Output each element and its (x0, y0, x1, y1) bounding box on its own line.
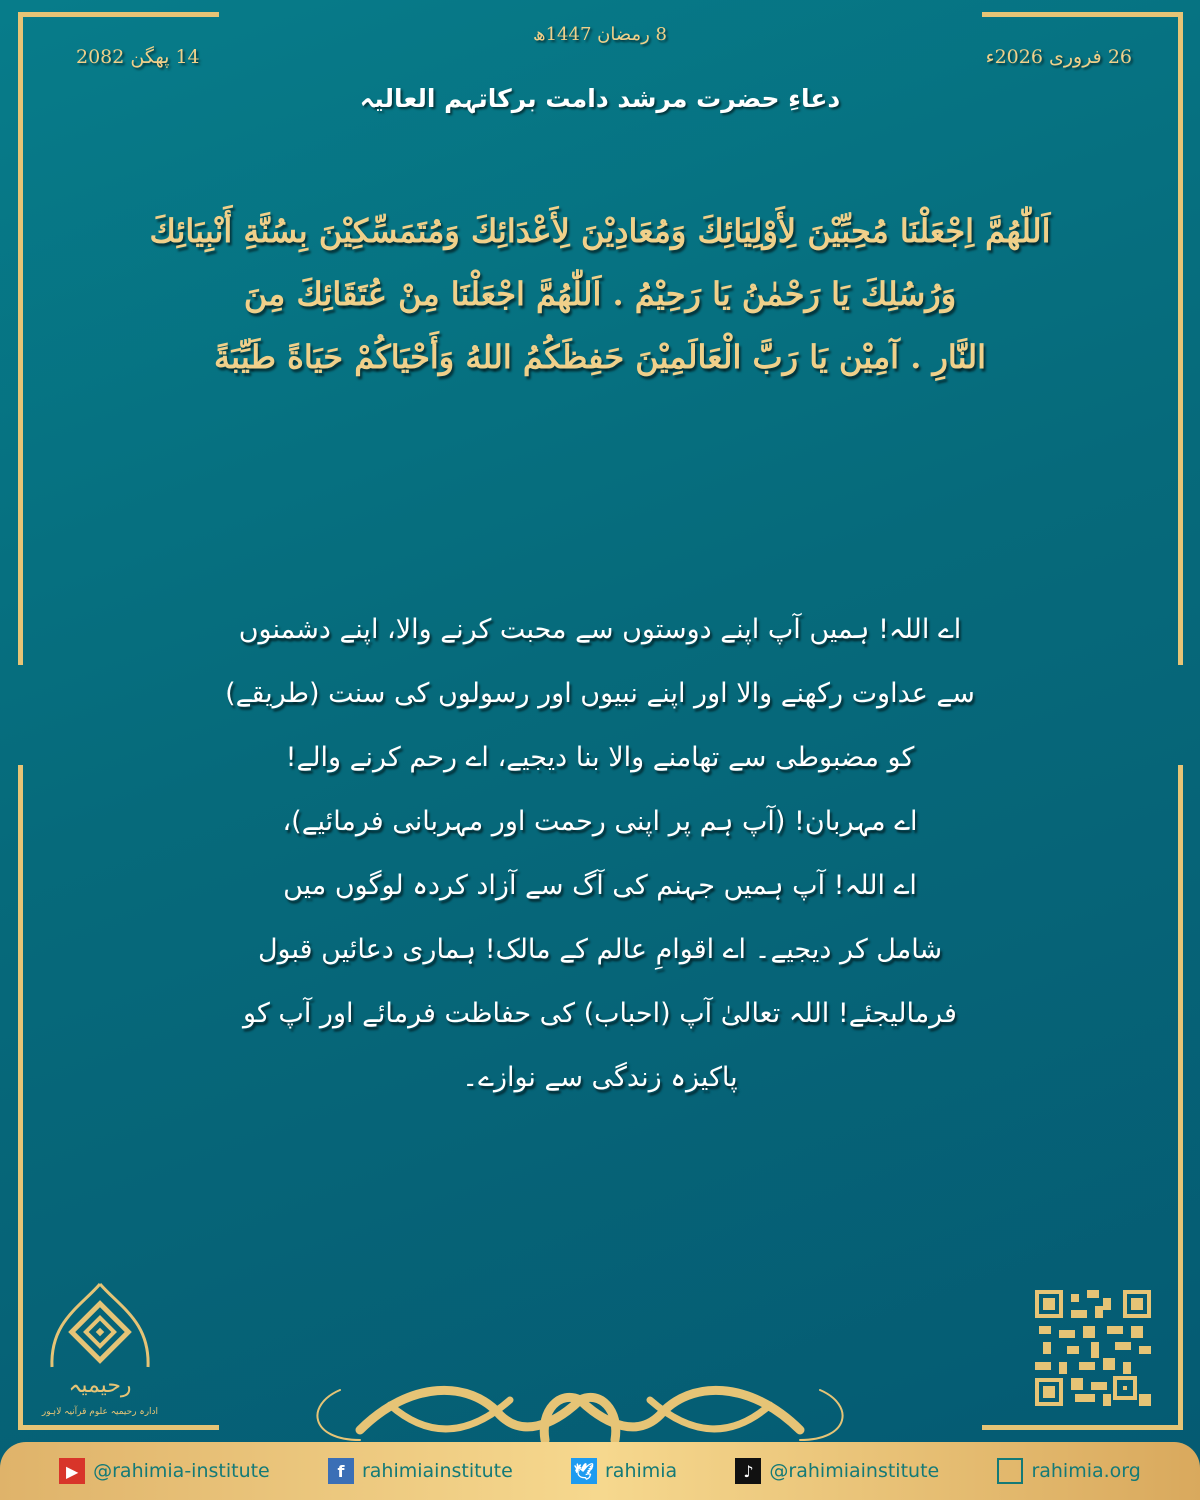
gregorian-date: 26 فروری 2026ء (985, 46, 1132, 68)
tiktok-icon: ♪ (735, 1458, 761, 1484)
urdu-line: سے عداوت رکھنے والا اور اپنے نبیوں اور رسولوں کی سنت (طریقے) (225, 678, 975, 709)
decorative-ornament (300, 1370, 860, 1450)
tiktok-handle: @rahimiainstitute (769, 1460, 940, 1482)
arabic-line: اَللّٰهُمَّ اِجْعَلْنَا مُحِبِّيْنَ لِأَوْلِيَائِكَ وَمُعَادِيْنَ لِأَعْدَائِكَ وَمُتَمَسِّكِيْنَ بِسُنَّةِ أَنْبِيَائِكَ (149, 212, 1051, 250)
bikrami-date: 14 پھگن 2082 (76, 46, 200, 68)
urdu-line: فرمالیجئے! اللہ تعالیٰ آپ (احباب) کی حفاظت فرمائے اور آپ کو (243, 998, 957, 1029)
facebook-link[interactable] (328, 1458, 513, 1484)
urdu-line: شامل کر دیجیے۔ اے اقوامِ عالم کے مالک! ہماری دعائیں قبول (257, 934, 943, 965)
youtube-handle: @rahimia-institute (93, 1460, 270, 1482)
logo-subtitle: ادارہ رحیمیہ علوم قرآنیہ لاہور (41, 1407, 159, 1417)
rahimia-logo (40, 1282, 160, 1427)
tiktok-link[interactable] (735, 1458, 939, 1484)
hijri-date: 8 رمضان 1447ھ (533, 24, 667, 45)
urdu-line: پاکیزہ زندگی سے نوازے۔ (462, 1062, 738, 1093)
twitter-icon: 🕊 (571, 1458, 597, 1484)
twitter-link[interactable] (571, 1458, 677, 1484)
website-icon (997, 1458, 1023, 1484)
social-footer (0, 1442, 1200, 1500)
twitter-handle: rahimia (604, 1460, 678, 1482)
urdu-line: اے اللہ! ہمیں آپ اپنے دوستوں سے محبت کرنے والا، اپنے دشمنوں (238, 614, 962, 645)
page-title: دعاءِ حضرت مرشد دامت برکاتہم العالیہ (359, 84, 841, 113)
arabic-line: وَرُسُلِكَ يَا رَحْمٰنُ يَا رَحِيْمُ . اَللّٰهُمَّ اجْعَلْنَا مِنْ عُتَقَائِكَ مِنَ (243, 275, 957, 313)
arabic-dua (90, 200, 1110, 389)
urdu-translation (130, 598, 1070, 1110)
facebook-handle: rahimiainstitute (361, 1460, 513, 1482)
youtube-icon: ▶ (59, 1458, 85, 1484)
urdu-line: اے مہربان! (آپ ہم پر اپنی رحمت اور مہربانی فرمائیے)، (282, 806, 918, 837)
qr-code[interactable] (1034, 1290, 1152, 1406)
youtube-link[interactable] (59, 1458, 270, 1484)
logo-name: رحیمیہ (68, 1373, 132, 1398)
arabic-line: النَّارِ . آمِيْن يَا رَبَّ الْعَالَمِيْنَ حَفِظَكُمُ اللهُ وَأَحْيَاكُمْ حَيَاةً طَيِّبَةً (214, 338, 986, 376)
website-link[interactable] (997, 1458, 1140, 1484)
urdu-line: کو مضبوطی سے تھامنے والا بنا دیجیے، اے رحم کرنے والے! (285, 742, 915, 773)
website-url: rahimia.org (1031, 1460, 1141, 1482)
urdu-line: اے اللہ! آپ ہمیں جہنم کی آگ سے آزاد کردہ لوگوں میں (283, 870, 917, 901)
facebook-icon: f (328, 1458, 354, 1484)
